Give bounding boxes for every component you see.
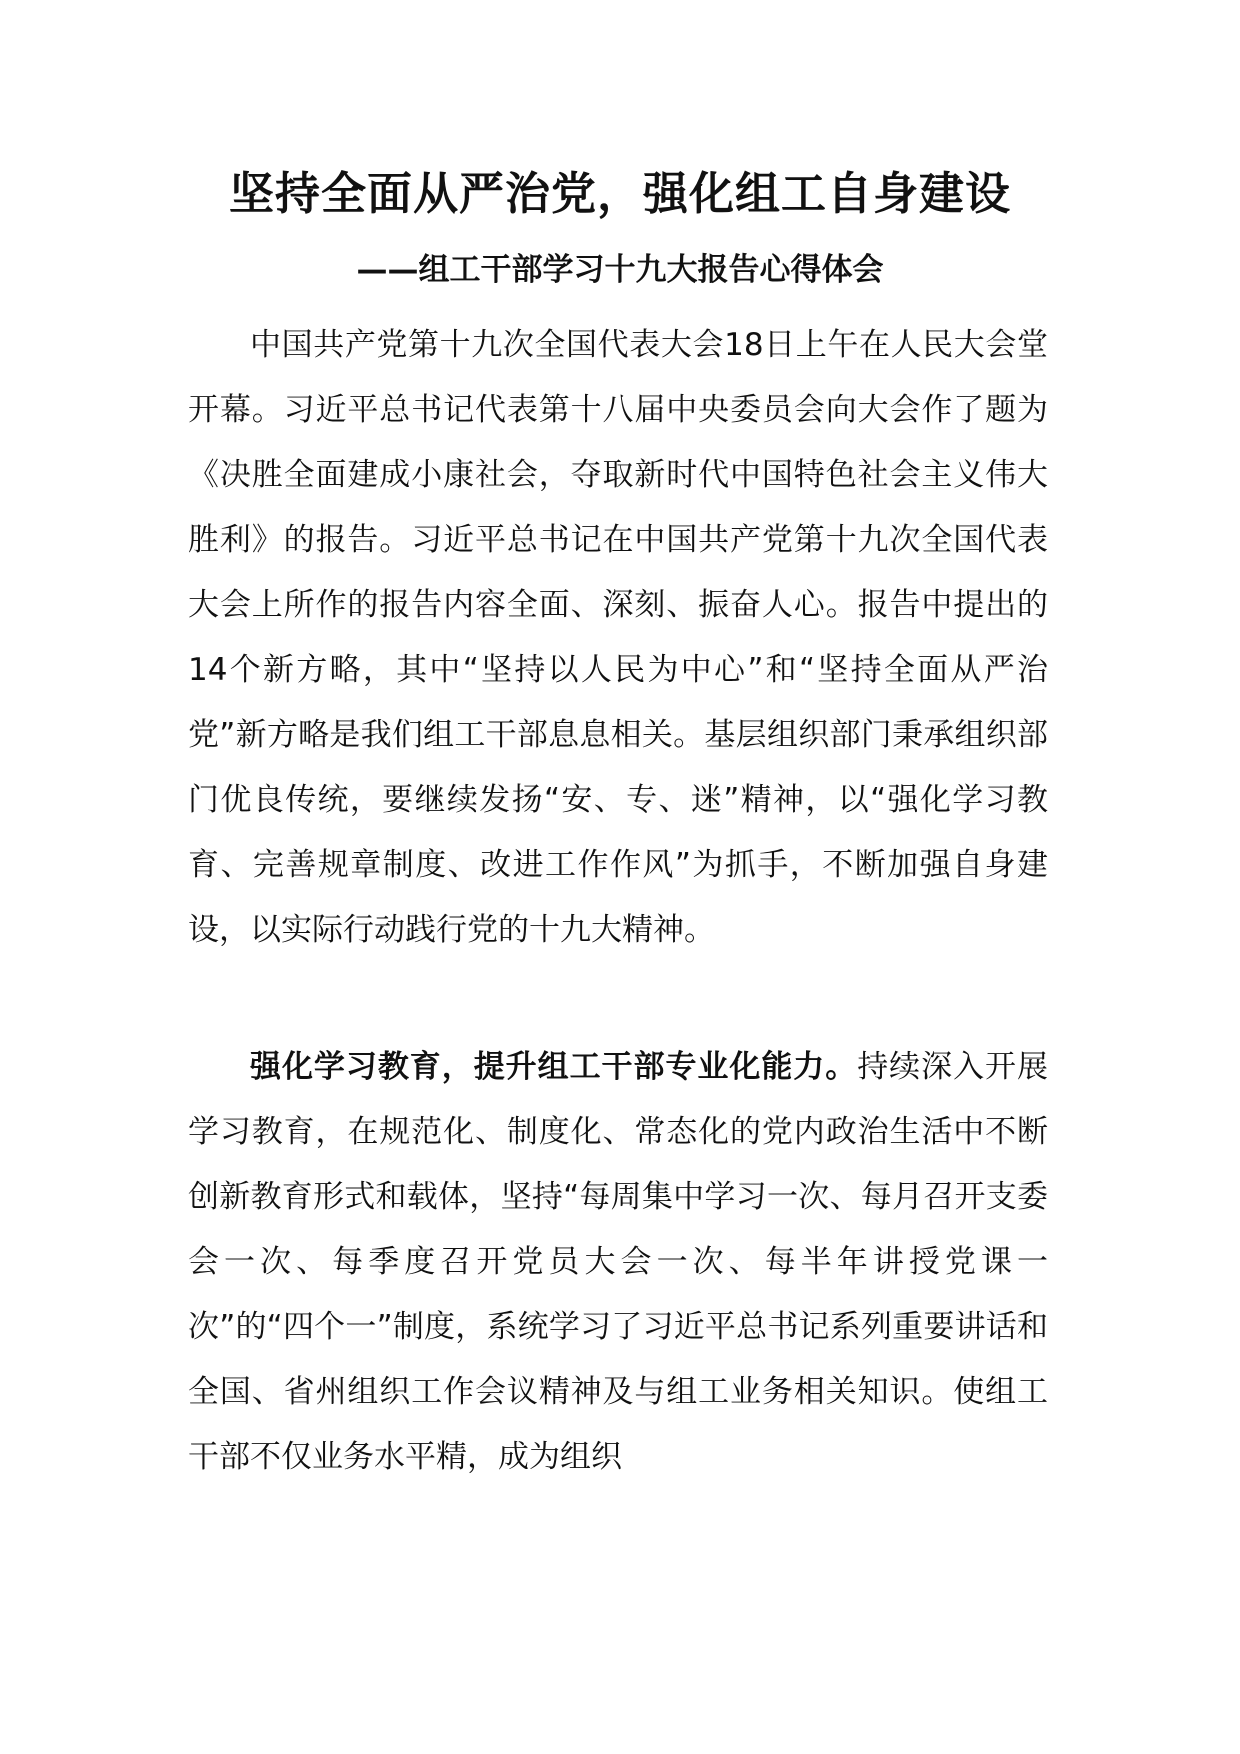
document-title: 坚持全面从严治党，强化组工自身建设 <box>228 167 1011 220</box>
body-paragraph-2 <box>188 1035 1048 1490</box>
paragraph-2-text: 持续深入开展学习教育，在规范化、制度化、常态化的党内政治生活中不断创新教育形式和载体，坚持“每周集中学习一次、每月召开支委会一次、每季度召开党员大会一次、每半年讲授党课一次”的“四个一”制度，系统学习了习近平总书记系列重要讲话和全国、省州组织工作会议精神及与组工业务相关知识。使组工干部不仅业务水平精，成为组织 <box>188 1049 1049 1475</box>
document-subtitle: ——组工干部学习十九大报告心得体会 <box>356 252 884 288</box>
paragraph-2-lead: 强化学习教育，提升组工干部专业化能力。 <box>250 1049 858 1085</box>
paragraph-1-text: 中国共产党第十九次全国代表大会18日上午在人民大会堂开幕。习近平总书记代表第十八届中央委员会向大会作了题为《决胜全面建成小康社会，夺取新时代中国特色社会主义伟大胜利》的报告。习近平总书记在中国共产党第十九次全国代表大会上所作的报告内容全面、深刻、振奋人心。报告中提出的14个新方略，其中“坚持以人民为中心”和“坚持全面从严治党”新方略是我们组工干部息息相关。基层组织部门秉承组织部门优良传统，要继续发扬“安、专、迷”精神，以“强化学习教育、完善规章制度、改进工作作风”为抓手，不断加强自身建设，以实际行动践行党的十九大精神。 <box>188 327 1048 948</box>
body-paragraph-1 <box>188 313 1048 963</box>
